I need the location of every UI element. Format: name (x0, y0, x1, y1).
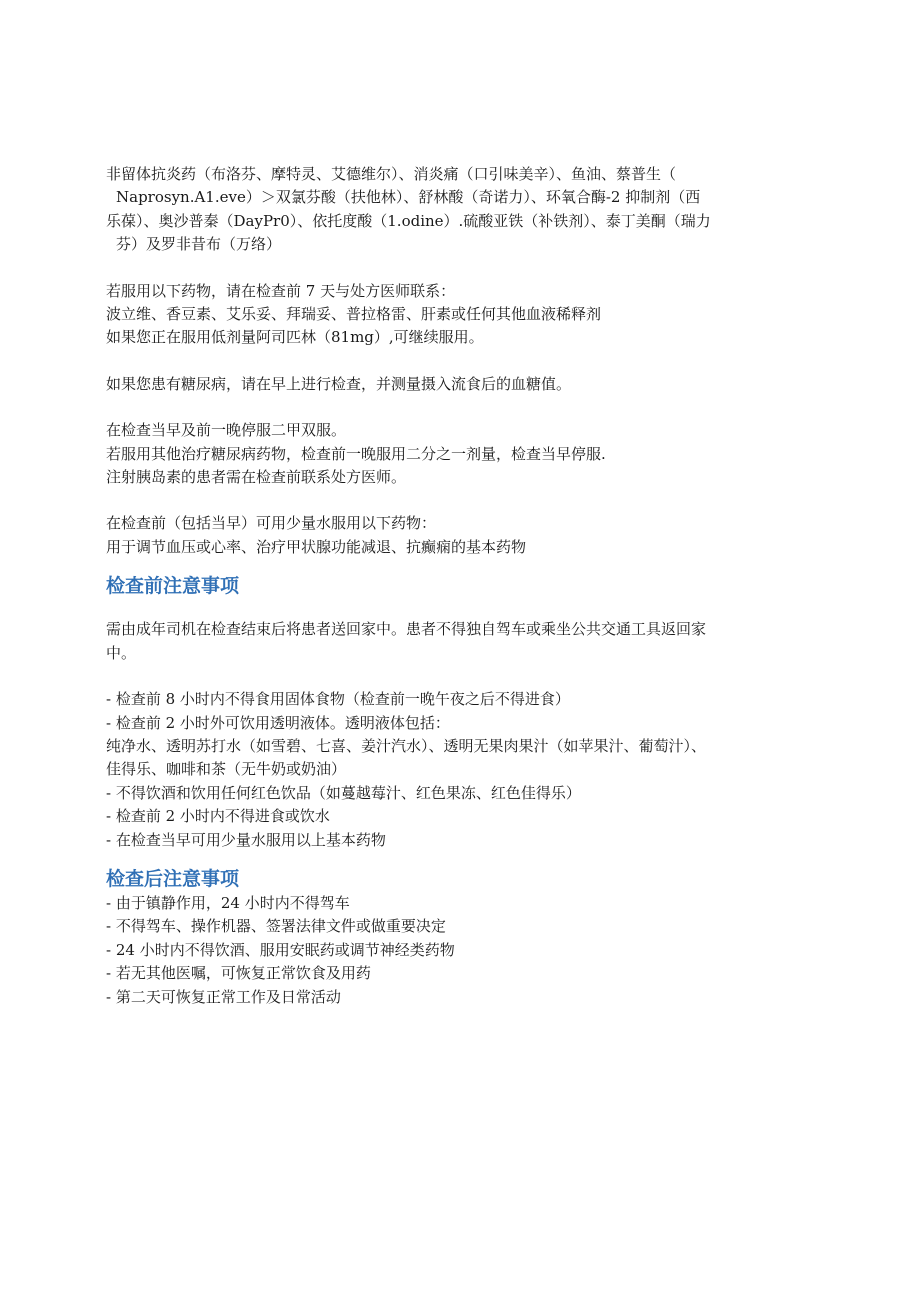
text-line: 乐葆）、奥沙普秦（DayPr0）、依托度酸（1.odine）.硫酸亚铁（补铁剂）、泰丁美酮（瑞力 (106, 211, 711, 230)
text-line: 如果您患有糖尿病，请在早上进行检查，并测量摄入流食后的血糖值。 (106, 374, 572, 393)
text-line: 中。 (106, 643, 137, 662)
blood-thinner-paragraph (106, 280, 806, 350)
text-line: 用于调节血压或心率、治疗甲状腺功能减退、抗癫痫的基本药物 (106, 537, 527, 556)
text-line: 如果您正在服用低剂量阿司匹林（81mg）,可继续服用。 (106, 328, 484, 347)
list-item: - 在检查当早可用少量水服用以上基本药物 (106, 830, 386, 849)
document-body (106, 163, 806, 1009)
list-item: - 由于镇静作用，24 小时内不得驾车 (106, 893, 350, 912)
list-item: - 检查前 8 小时内不得食用固体食物（检查前一晚午夜之后不得进食） (106, 690, 570, 709)
post-exam-heading: 检查后注意事项 (106, 867, 240, 890)
text-line: 波立维、香豆素、艾乐妥、拜瑞妥、普拉格雷、肝素或任何其他血液稀释剂 (106, 305, 602, 324)
list-item: - 检查前 2 小时外可饮用透明液体。透明液体包括： (106, 713, 450, 732)
text-line: 在检查前（包括当早）可用少量水服用以下药物： (106, 514, 437, 533)
post-exam-list (106, 892, 806, 1009)
allowed-medication-paragraph (106, 512, 806, 559)
list-item: 纯净水、透明苏打水（如雪碧、七喜、姜汁汽水）、透明无果肉果汁（如苹果汁、葡萄汁）、 (106, 736, 707, 755)
text-line: 若服用其他治疗糖尿病药物，检查前一晚服用二分之一剂量，检查当早停服. (106, 444, 606, 463)
list-item: 佳得乐、咖啡和茶（无牛奶或奶油） (106, 760, 347, 779)
text-line: Naprosyn.A1.eve）＞双氯芬酸（扶他林）、舒林酸（奇诺力）、环氧合酶-2 抑制剂（西 (116, 188, 701, 207)
list-item: - 不得驾车、操作机器、签署法律文件或做重要决定 (106, 917, 446, 936)
pre-exam-list (106, 688, 806, 852)
text-line: 非留体抗炎药（布洛芬、摩特灵、艾德维尔）、消炎痛（口引味美辛）、鱼油、蔡普生（ (106, 165, 677, 183)
list-item: - 不得饮酒和饮用任何红色饮品（如蔓越莓汁、红色果冻、红色佳得乐） (106, 783, 581, 802)
diabetes-paragraph (106, 373, 806, 396)
nsaid-paragraph (106, 163, 806, 257)
diabetes-medication-paragraph (106, 419, 806, 489)
text-line: 若服用以下药物，请在检查前 7 天与处方医师联系： (106, 281, 456, 300)
list-item: - 24 小时内不得饮酒、服用安眠药或调节神经类药物 (106, 940, 455, 959)
list-item: - 若无其他医嘱，可恢复正常饮食及用药 (106, 964, 371, 983)
pre-exam-heading: 检查前注意事项 (106, 575, 240, 598)
list-item: - 检查前 2 小时内不得进食或饮水 (106, 807, 330, 826)
driver-paragraph (106, 618, 806, 665)
text-line: 需由成年司机在检查结束后将患者送回家中。患者不得独自驾车或乘坐公共交通工具返回家 (106, 620, 707, 639)
text-line: 在检查当早及前一晚停服二甲双服。 (106, 421, 347, 440)
text-line: 芬）及罗非昔布（万络） (116, 235, 282, 254)
list-item: - 第二天可恢复正常工作及日常活动 (106, 987, 341, 1006)
text-line: 注射胰岛素的患者需在检查前联系处方医师。 (106, 468, 407, 487)
